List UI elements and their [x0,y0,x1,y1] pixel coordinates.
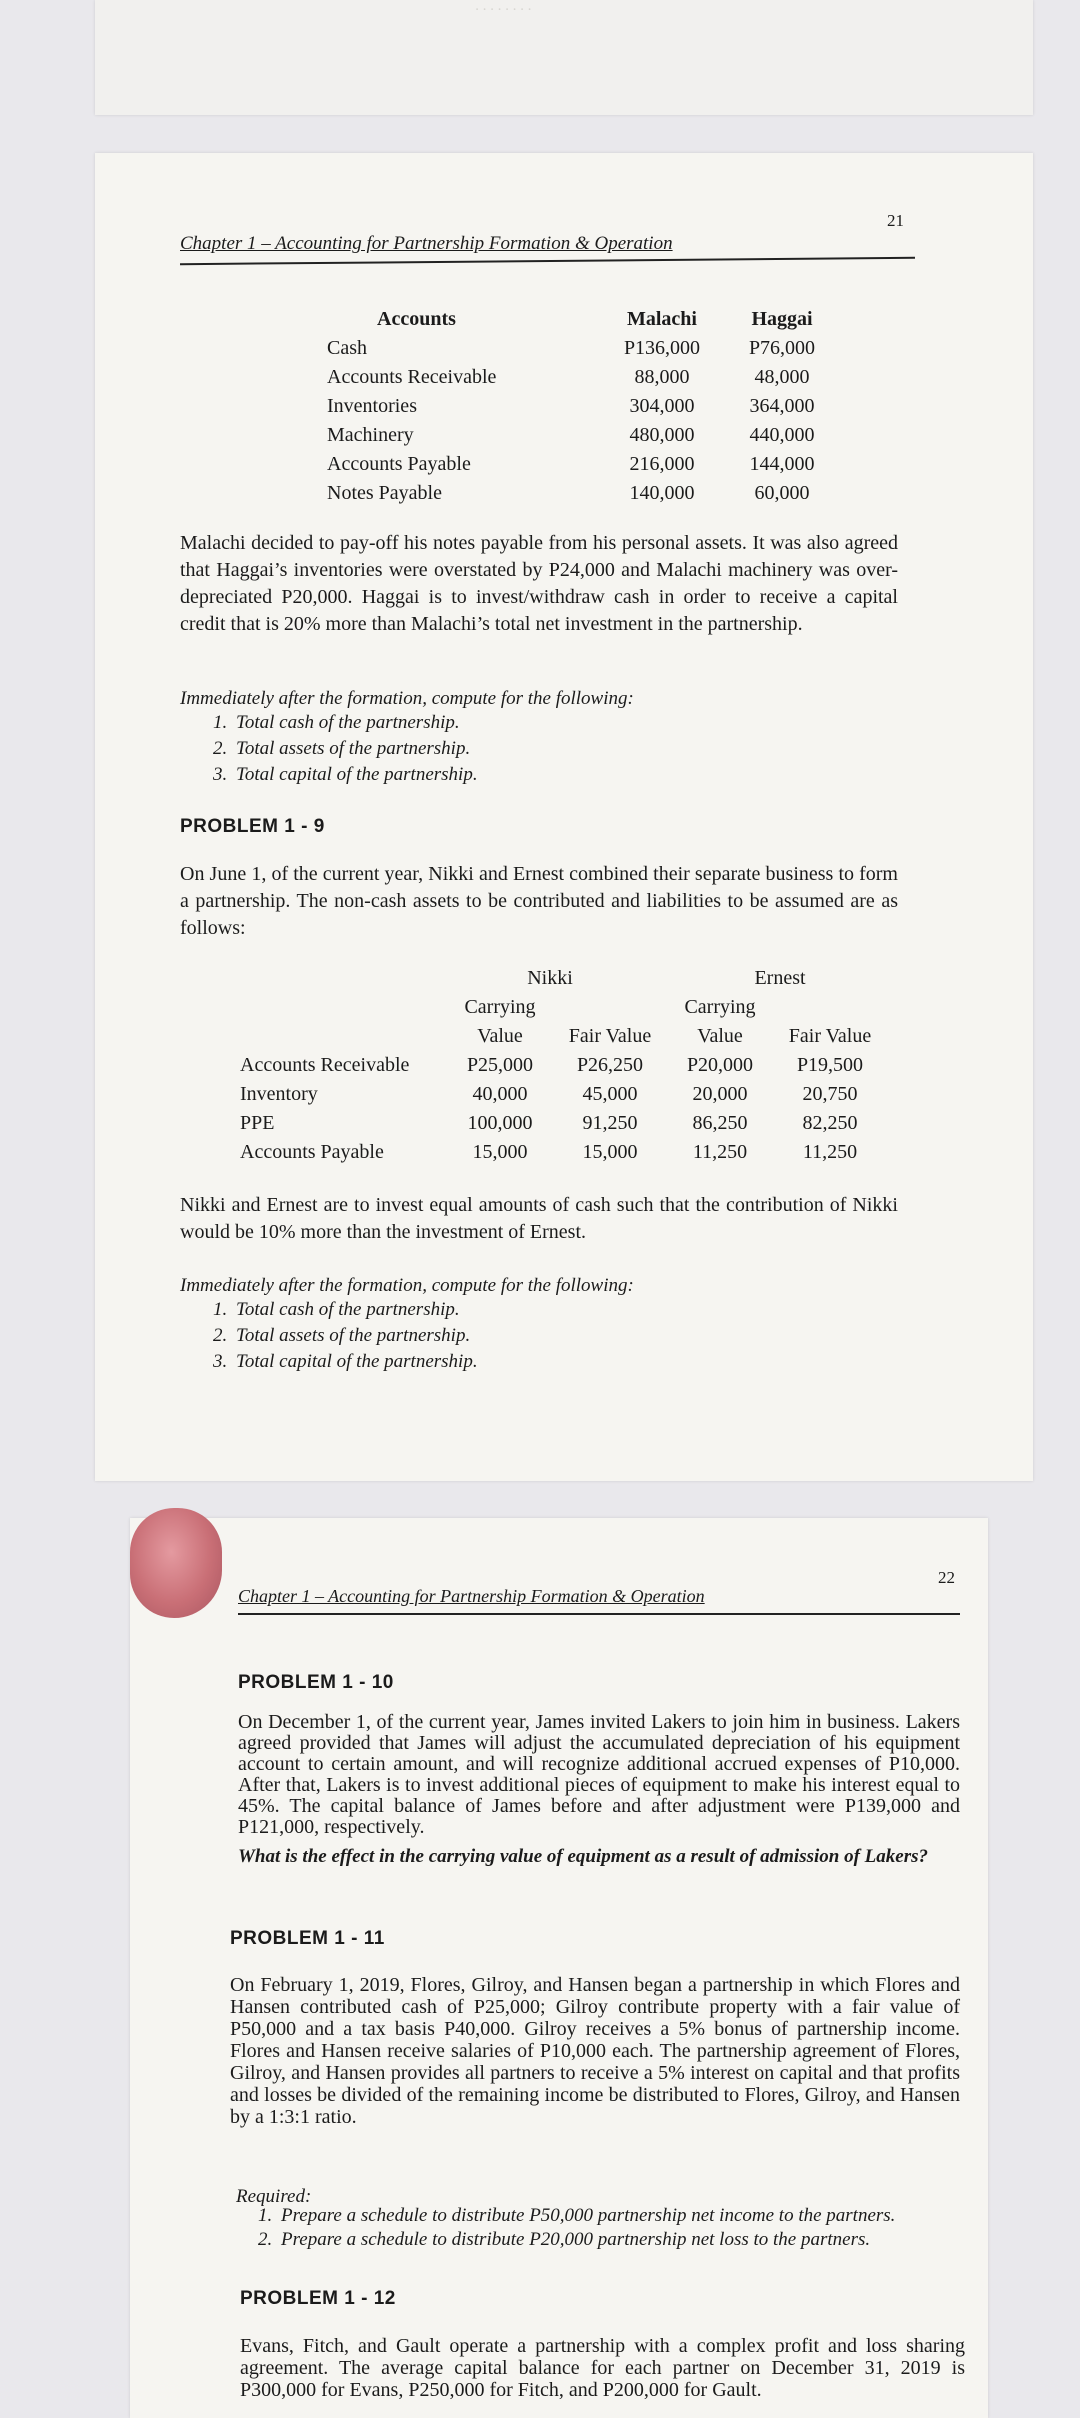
compute-list [200,710,478,788]
nikki-carrying: 40,000 [472,1083,528,1105]
question-text: What is the effect in the carrying value of equipment as a result of admission of Lakers? [238,1846,928,1867]
row-label: Inventories [327,395,417,417]
malachi-value: 88,000 [634,366,690,388]
sub-value: Value [697,1025,743,1047]
paragraph-equal-cash: Nikki and Ernest are to invest equal amounts of cash such that the contribution of Nikki would be 10% more than the investment of Ernest. [180,1194,898,1243]
nikki-carrying: 100,000 [467,1112,533,1134]
header-rule [238,1613,960,1615]
partner-ernest: Ernest [754,967,806,989]
col-haggai: Haggai [751,308,813,330]
haggai-value: 48,000 [754,366,810,388]
haggai-value: 364,000 [749,395,815,417]
haggai-value: 60,000 [754,482,810,504]
required-list [245,2204,977,2252]
subheader-row-1 [240,993,885,1022]
header-rule [180,257,915,265]
table-row [240,1109,885,1138]
row-label: PPE [240,1112,275,1134]
table-row [327,421,842,450]
nikki-carrying: P25,000 [466,1054,534,1076]
nikki-fair: 91,250 [582,1112,638,1134]
ernest-carrying: P20,000 [686,1054,754,1076]
required-label: Required: [236,2186,312,2207]
sub-carrying: Carrying [464,996,536,1018]
paragraph-flores-gilroy-hansen: On February 1, 2019, Flores, Gilroy, and Hansen began a partnership in which Flores and Hansen contributed cash of P25,000; Gilroy contribute property with a fair value of P50,000 and a tax basis P40,000. Gilroy receives a 5% bonus of partnership income. Flores and Hansen receive salaries of P10,000 each. The partnership agreement of Flores, Gilroy, and Hansen provides all partners to receive a 5% interest on capital and that profits and losses be divided of the remaining income be distributed to Flores, Gilroy, and Hansen by a 1:3:1 ratio. [230,1974,960,2128]
table-row [240,1051,885,1080]
table-row [240,1138,885,1167]
finger-thumb [130,1508,222,1618]
previous-page-fragment [95,0,1033,115]
page-number: 21 [887,211,904,230]
balance-table [327,305,842,508]
list-item: 1. Prepare a schedule to distribute P50,000 partnership net income to the partners. [277,2204,977,2228]
instruction-text: Immediately after the formation, compute for the following: [180,688,634,709]
sub-value: Value [477,1025,523,1047]
malachi-value: 216,000 [629,453,695,475]
ernest-fair: 82,250 [802,1112,858,1134]
row-label: Accounts Payable [327,453,471,475]
row-label: Cash [327,337,367,359]
ernest-carrying: 86,250 [692,1112,748,1134]
nikki-fair: 15,000 [582,1141,638,1163]
ernest-fair: 20,750 [802,1083,858,1105]
table-row [327,450,842,479]
table-header-row [327,305,842,334]
problem-title: PROBLEM 1 - 9 [180,816,325,837]
malachi-value: 480,000 [629,424,695,446]
page-22 [130,1518,988,2418]
nikki-fair: P26,250 [576,1054,644,1076]
ernest-fair: 11,250 [802,1141,858,1163]
list-item: 2. Total assets of the partnership. [232,1323,478,1349]
malachi-value: 140,000 [629,482,695,504]
nikki-fair: 45,000 [582,1083,638,1105]
sub-fair-value: Fair Value [788,1025,872,1047]
table-row [327,392,842,421]
bleed-through-text: · · · · · · · · [475,2,532,18]
paragraph-evans-fitch-gault: Evans, Fitch, and Gault operate a partnership with a complex profit and loss sharing agreement. The average capital balance for each partner on December 31, 2019 is P300,000 for Evans, P250,000 for Fitch, and P200,000 for Gault. [240,2335,965,2401]
table-row [240,1080,885,1109]
paragraph-malachi-haggai: Malachi decided to pay-off his notes payable from his personal assets. It was also agreed that Haggai’s inventories were overstated by P24,000 and Malachi machinery was over-depreciated P20,000. Haggai is to invest/withdraw cash in order to receive a capital credit that is 20% more than Malachi’s total net investment in the partnership. [180,532,898,635]
partner-header-row [240,964,885,993]
list-item: 3. Total capital of the partnership. [232,1349,478,1375]
table-row [327,363,842,392]
sub-carrying: Carrying [684,996,756,1018]
nikki-carrying: 15,000 [472,1141,528,1163]
table-row [327,479,842,508]
col-malachi: Malachi [627,308,697,330]
row-label: Accounts Receivable [240,1054,410,1076]
chapter-header: Chapter 1 – Accounting for Partnership Formation & Operation [238,1586,705,1606]
row-label: Notes Payable [327,482,442,504]
col-accounts: Accounts [377,308,456,330]
malachi-value: 304,000 [629,395,695,417]
list-item: 2. Prepare a schedule to distribute P20,000 partnership net loss to the partners. [277,2228,977,2252]
nikki-ernest-table [240,964,885,1167]
haggai-value: 440,000 [749,424,815,446]
haggai-value: P76,000 [748,337,816,359]
problem-title: PROBLEM 1 - 11 [230,1928,385,1949]
page-21 [95,153,1033,1481]
list-item: 2. Total assets of the partnership. [232,736,478,762]
row-label: Inventory [240,1083,318,1105]
chapter-header: Chapter 1 – Accounting for Partnership Formation & Operation [180,233,673,254]
row-label: Accounts Receivable [327,366,497,388]
row-label: Machinery [327,424,414,446]
row-label: Accounts Payable [240,1141,384,1163]
subheader-row-2 [240,1022,885,1051]
table-row [327,334,842,363]
problem-title: PROBLEM 1 - 12 [240,2288,396,2309]
instruction-text: Immediately after the formation, compute for the following: [180,1275,634,1296]
haggai-value: 144,000 [749,453,815,475]
paragraph-nikki-ernest: On June 1, of the current year, Nikki and Ernest combined their separate business to form a partnership. The non-cash assets to be contributed and liabilities to be assumed are as follows: [180,863,898,939]
problem-title: PROBLEM 1 - 10 [238,1672,394,1693]
sub-fair-value: Fair Value [568,1025,652,1047]
ernest-carrying: 20,000 [692,1083,748,1105]
compute-list [200,1297,478,1375]
list-item: 1. Total cash of the partnership. [232,1297,478,1323]
list-item: 3. Total capital of the partnership. [232,762,478,788]
page-number: 22 [938,1568,955,1587]
partner-nikki: Nikki [527,967,573,989]
list-item: 1. Total cash of the partnership. [232,710,478,736]
paragraph-james-lakers: On December 1, of the current year, James invited Lakers to join him in business. Lakers agreed provided that James will adjust the accumulated depreciation of his equipment account to certain amount, and will recognize additional accrued expenses of P10,000. After that, Lakers is to invest additional pieces of equipment to make his interest equal to 45%. The capital balance of James before and after adjustment were P139,000 and P121,000, respectively. [238,1711,960,1838]
ernest-carrying: 11,250 [692,1141,748,1163]
malachi-value: P136,000 [623,337,701,359]
ernest-fair: P19,500 [796,1054,864,1076]
